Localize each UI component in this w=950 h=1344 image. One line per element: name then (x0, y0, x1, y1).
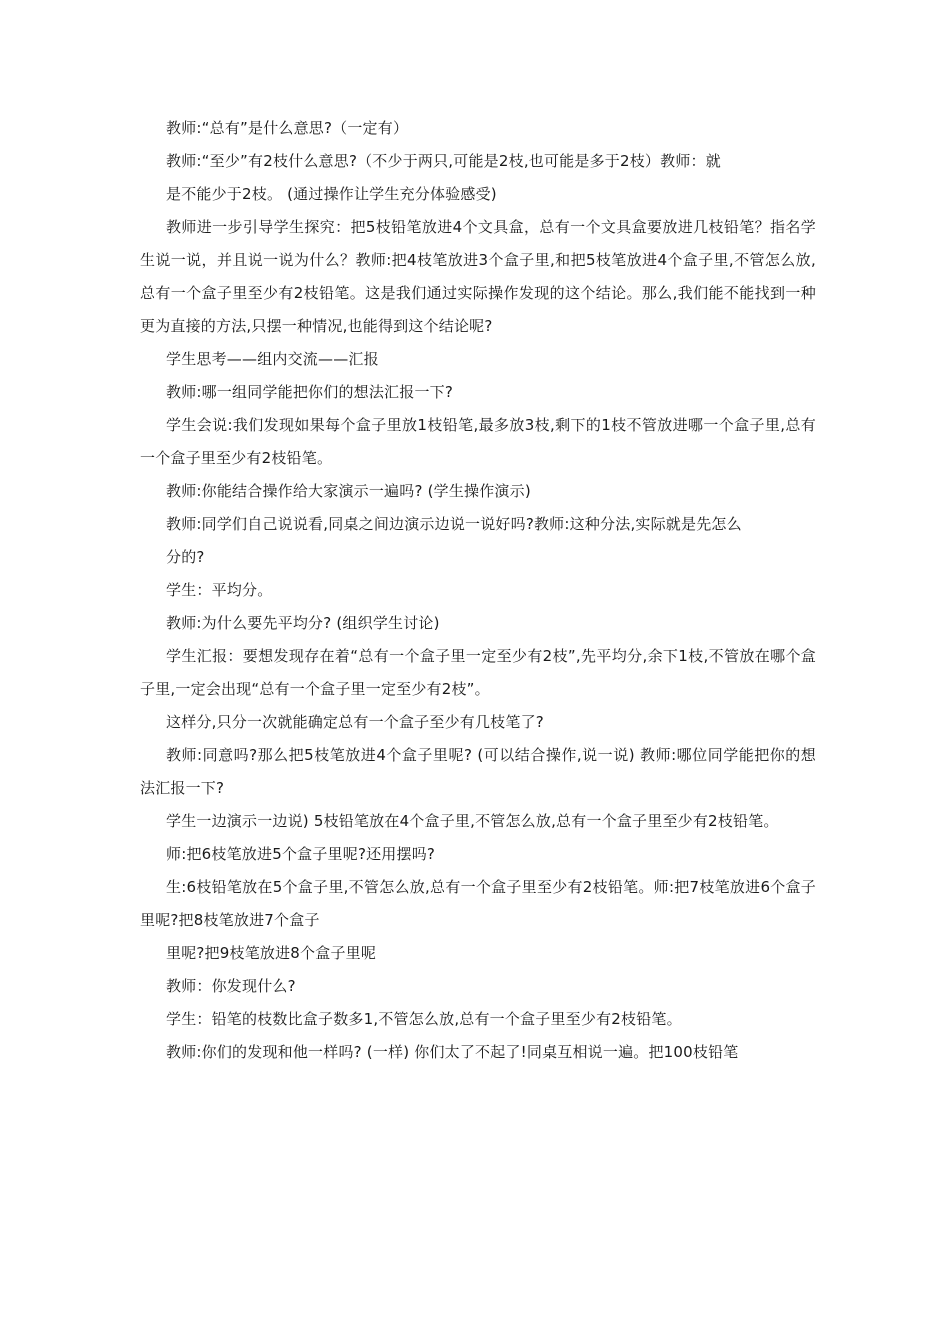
paragraph: 学生汇报：要想发现存在着“总有一个盒子里一定至少有2枝”,先平均分,余下1枝,不管放在哪个盒子里,一定会出现“总有一个盒子里一定至少有2枝”。 (140, 647, 816, 698)
paragraph: 教师:“至少”有2枝什么意思?（不少于两只,可能是2枝,也可能是多于2枝）教师：就 (166, 152, 721, 170)
paragraph: 教师:同意吗?那么把5枝笔放进4个盒子里呢? (可以结合操作,说一说) 教师:哪位同学能把你的想法汇报一下? (140, 746, 816, 797)
paragraph: 学生会说:我们发现如果每个盒子里放1枝铅笔,最多放3枝,剩下的1枝不管放进哪一个盒子里,总有一个盒子里至少有2枝铅笔。 (140, 416, 816, 467)
paragraph: 教师:同学们自己说说看,同桌之间边演示边说一说好吗?教师:这种分法,实际就是先怎么 (166, 515, 742, 533)
paragraph: 学生思考——组内交流——汇报 (166, 350, 379, 368)
paragraph: 生:6枝铅笔放在5个盒子里,不管怎么放,总有一个盒子里至少有2枝铅笔。师:把7枝笔放进6个盒子里呢?把8枝笔放进7个盒子 (140, 878, 816, 929)
paragraph: 教师:你能结合操作给大家演示一遍吗? (学生操作演示) (166, 482, 531, 500)
paragraph: 学生：铅笔的枝数比盒子数多1,不管怎么放,总有一个盒子里至少有2枝铅笔。 (166, 1010, 682, 1028)
paragraph: 学生一边演示一边说) 5枝铅笔放在4个盒子里,不管怎么放,总有一个盒子里至少有2枝铅笔。 (166, 812, 779, 830)
paragraph: 教师：你发现什么? (166, 977, 296, 995)
paragraph-continuation: 里呢?把9枝笔放进8个盒子里呢 (166, 944, 377, 962)
paragraph: 这样分,只分一次就能确定总有一个盒子至少有几枝笔了? (166, 713, 544, 731)
paragraph: 教师:你们的发现和他一样吗? (一样) 你们太了不起了!同桌互相说一遍。把100枝铅笔 (166, 1043, 739, 1061)
paragraph: 是不能少于2枝。 (通过操作让学生充分体验感受) (166, 185, 497, 203)
paragraph: 师:把6枝笔放进5个盒子里呢?还用摆吗? (166, 845, 436, 863)
paragraph: 教师:“总有”是什么意思?（一定有） (166, 119, 409, 137)
paragraph: 教师:哪一组同学能把你们的想法汇报一下? (166, 383, 454, 401)
paragraph: 教师:为什么要先平均分? (组织学生讨论) (166, 614, 440, 632)
paragraph: 教师进一步引导学生探究：把5枝铅笔放进4个文具盒，总有一个文具盒要放进几枝铅笔？指名学生说一说，并且说一说为什么？教师:把4枝笔放进3个盒子里,和把5枝笔放进4个盒子里,不管怎么放,总有一个盒子里至少有2枝铅笔。这是我们通过实际操作发现的这个结论。那么,我们能不能找到一种更为直接的方法,只摆一种情况,也能得到这个结论呢? (140, 218, 816, 335)
document-body (140, 112, 816, 1069)
paragraph: 学生：平均分。 (166, 581, 273, 599)
paragraph-continuation: 分的? (166, 548, 205, 566)
